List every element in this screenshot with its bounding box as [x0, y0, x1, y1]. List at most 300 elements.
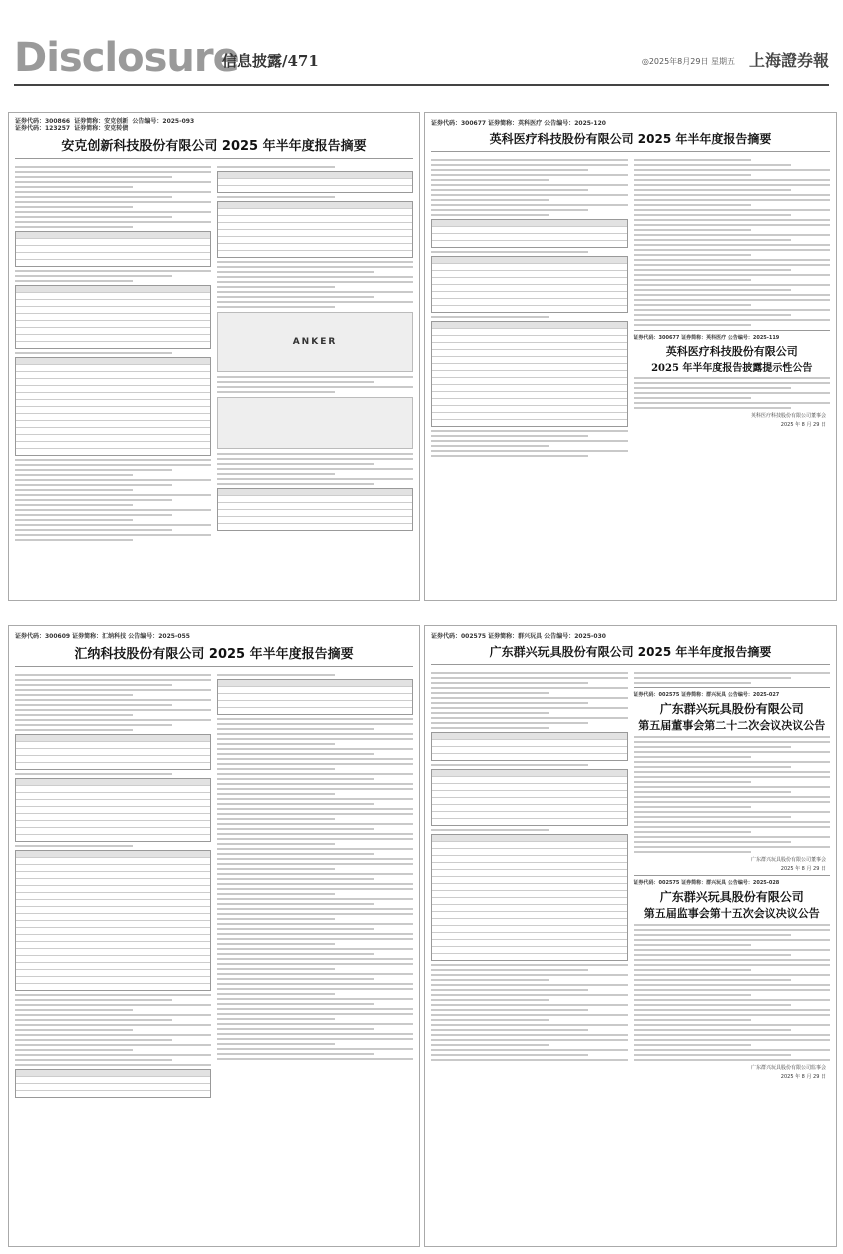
notice-date: 2025 年 8 月 29 日 [780, 1074, 826, 1080]
text-line [634, 259, 831, 261]
stock-code-line: 证券代码：002575 证券简称：群兴玩具 公告编号：2025-030 [431, 633, 606, 640]
text-line [634, 1044, 752, 1046]
table-row [218, 223, 412, 230]
text-line [15, 694, 133, 696]
table-row [218, 244, 412, 251]
text-line [217, 478, 413, 480]
text-line [217, 166, 335, 168]
text-line [431, 707, 628, 709]
text-line [217, 1058, 413, 1060]
text-line [634, 1004, 791, 1006]
table-row [218, 172, 412, 179]
text-line [15, 196, 172, 198]
text-line [634, 1029, 791, 1031]
text-line [217, 993, 335, 995]
table-row [432, 784, 627, 791]
text-line [15, 280, 133, 282]
text-line [634, 944, 752, 946]
data-table [15, 285, 211, 349]
table-row [432, 877, 627, 884]
text-line [217, 913, 413, 915]
text-line [15, 166, 211, 168]
text-line [15, 1034, 211, 1036]
table-row [432, 919, 627, 926]
table-row [16, 749, 210, 756]
text-line [217, 973, 413, 975]
text-line [15, 270, 211, 272]
report-column-right [634, 156, 831, 460]
text-line [431, 1044, 549, 1046]
report-body [425, 152, 836, 464]
report-column-right [634, 669, 831, 1082]
text-line [217, 723, 413, 725]
text-line [634, 939, 831, 941]
text-line [634, 1014, 831, 1016]
text-line [431, 1004, 628, 1006]
table-row [432, 322, 627, 329]
text-line [15, 211, 211, 213]
notice-company: 广东群兴玩具股份有限公司 [659, 890, 804, 904]
notice-box-intco [634, 330, 831, 428]
stock-code-line: 证券代码：300677 证券简称：英科医疗 公告编号：2025-120 [431, 120, 606, 127]
text-line [431, 1019, 549, 1021]
text-line [431, 435, 588, 437]
table-row [218, 708, 412, 714]
text-line [217, 798, 413, 800]
table-row [16, 914, 210, 921]
text-line [634, 851, 752, 853]
text-line [431, 1029, 588, 1031]
table-row [16, 865, 210, 872]
text-line [431, 251, 588, 253]
table-row [432, 870, 627, 877]
text-line [217, 306, 335, 308]
report-panel-intco [424, 112, 837, 601]
table-row [16, 779, 210, 786]
text-line [217, 793, 335, 795]
text-line [15, 1049, 133, 1051]
text-line [15, 773, 172, 775]
table-row [432, 364, 627, 371]
data-table [431, 769, 628, 826]
table-row [432, 819, 627, 825]
report-panel-winner [8, 625, 420, 1247]
table-row [16, 786, 210, 793]
text-line [217, 848, 413, 850]
header-rule [14, 84, 829, 86]
text-line [634, 979, 791, 981]
text-line [217, 878, 374, 880]
text-line [431, 214, 549, 216]
text-line [15, 729, 133, 731]
notice-box-supervisory [634, 875, 831, 1080]
table-row [16, 1084, 210, 1091]
data-table [431, 321, 628, 427]
text-line [217, 296, 374, 298]
report-column-left [431, 669, 628, 1082]
text-line [217, 1043, 335, 1045]
text-line [217, 1023, 413, 1025]
text-line [15, 1039, 172, 1041]
table-row [432, 220, 627, 227]
table-row [16, 851, 210, 858]
text-line [634, 826, 831, 828]
text-line [217, 1018, 335, 1020]
text-line [431, 1014, 628, 1016]
report-body [9, 667, 419, 1105]
text-line [15, 469, 172, 471]
text-line [217, 778, 374, 780]
text-line [431, 1039, 628, 1041]
text-line [431, 455, 588, 457]
text-line [431, 1024, 628, 1026]
notice-code-line: 证券代码：002575 证券简称：群兴玩具 公告编号：2025-028 [633, 880, 780, 886]
text-line [634, 279, 752, 281]
text-line [431, 184, 628, 186]
table-row [16, 379, 210, 386]
text-line [15, 181, 211, 183]
table-row [16, 977, 210, 984]
table-row [432, 420, 627, 426]
text-line [217, 803, 374, 805]
data-table [15, 850, 211, 991]
text-line [431, 727, 549, 729]
table-row [16, 942, 210, 949]
text-line [217, 988, 413, 990]
text-line [634, 741, 831, 743]
text-line [634, 299, 831, 301]
text-line [217, 933, 413, 935]
text-line [634, 801, 831, 803]
notice-date: 2025 年 8 月 29 日 [780, 866, 826, 872]
text-line [634, 964, 831, 966]
text-line [217, 883, 413, 885]
text-line [634, 816, 791, 818]
report-panel-anker [8, 112, 420, 601]
table-row [432, 747, 627, 754]
table-row [432, 357, 627, 364]
table-row [16, 858, 210, 865]
text-line [217, 718, 413, 720]
table-row [16, 893, 210, 900]
text-line [217, 748, 413, 750]
text-line [634, 274, 831, 276]
text-line [634, 239, 791, 241]
text-line [634, 821, 831, 823]
text-line [634, 209, 831, 211]
text-line [217, 923, 413, 925]
text-line [15, 352, 172, 354]
text-line [15, 474, 133, 476]
table-row [16, 928, 210, 935]
table-row [16, 300, 210, 307]
report-column-right [217, 163, 413, 544]
text-line [634, 229, 752, 231]
table-row [16, 386, 210, 393]
text-line [634, 672, 831, 674]
text-line [634, 781, 752, 783]
data-table [217, 201, 413, 258]
text-line [217, 1008, 413, 1010]
data-table [15, 1069, 211, 1098]
product-photo [217, 312, 413, 372]
text-line [431, 712, 549, 714]
text-line [15, 679, 211, 681]
table-row [16, 835, 210, 841]
text-line [217, 978, 374, 980]
text-line [634, 811, 831, 813]
table-row [16, 442, 210, 449]
text-line [634, 766, 791, 768]
text-line [15, 464, 211, 466]
text-line [217, 281, 413, 283]
text-line [634, 392, 831, 394]
text-line [217, 758, 413, 760]
table-row [16, 414, 210, 421]
text-line [217, 743, 335, 745]
table-row [16, 821, 210, 828]
text-line [15, 1024, 211, 1026]
notice-subject: 2025 年半年度报告披露提示性公告 [651, 363, 813, 374]
text-line [634, 796, 831, 798]
text-line [217, 868, 335, 870]
text-line [15, 714, 133, 716]
text-line [217, 483, 374, 485]
table-row [432, 777, 627, 784]
text-line [634, 984, 831, 986]
table-row [16, 970, 210, 977]
data-table [15, 231, 211, 267]
notice-signature: 英科医疗科技股份有限公司董事会 [750, 413, 826, 419]
table-row [432, 856, 627, 863]
table-row [16, 435, 210, 442]
text-line [431, 199, 549, 201]
text-line [634, 994, 752, 996]
text-line [634, 929, 831, 931]
table-row [432, 406, 627, 413]
text-line [634, 682, 752, 684]
table-row [432, 241, 627, 247]
text-line [634, 194, 831, 196]
text-line [431, 1009, 588, 1011]
table-row [16, 800, 210, 807]
text-line [15, 504, 133, 506]
table-row [432, 278, 627, 285]
text-line [431, 692, 549, 694]
text-line [217, 998, 413, 1000]
text-line [431, 164, 628, 166]
table-row [432, 898, 627, 905]
text-line [431, 969, 588, 971]
text-line [15, 1064, 211, 1066]
text-line [217, 738, 413, 740]
text-line [217, 196, 335, 198]
text-line [634, 204, 752, 206]
text-line [15, 724, 172, 726]
text-line [217, 943, 335, 945]
table-row [16, 421, 210, 428]
text-line [634, 999, 831, 1001]
text-line [217, 983, 413, 985]
text-line [431, 1059, 628, 1061]
text-line [634, 244, 831, 246]
section-title: 信息披露 [222, 52, 283, 70]
text-line [15, 709, 211, 711]
text-line [217, 828, 374, 830]
text-line [431, 974, 628, 976]
text-line [217, 853, 374, 855]
table-row [16, 756, 210, 763]
text-line [217, 958, 413, 960]
table-row [218, 503, 412, 510]
text-line [634, 1009, 831, 1011]
issue-date: ◎2025年8月29日 星期五 [641, 57, 735, 66]
notice-signature: 广东群兴玩具股份有限公司董事会 [750, 857, 826, 863]
text-line [634, 1034, 831, 1036]
data-table [431, 732, 628, 761]
report-column-left [431, 156, 628, 460]
text-line [634, 969, 752, 971]
text-line [431, 1034, 628, 1036]
text-line [217, 823, 413, 825]
notice-code-line: 证券代码：300677 证券简称：英科医疗 公告编号：2025-119 [633, 335, 780, 341]
text-line [634, 199, 831, 201]
text-line [217, 903, 374, 905]
text-line [634, 324, 752, 326]
table-row [218, 216, 412, 223]
table-row [432, 849, 627, 856]
text-line [431, 722, 588, 724]
table-row [432, 863, 627, 870]
text-line [217, 291, 413, 293]
table-row [218, 694, 412, 701]
report-title: 安克创新科技股份有限公司 2025 年半年度报告摘要 [15, 132, 413, 159]
data-table [431, 834, 628, 961]
text-line [15, 534, 211, 536]
table-row [218, 524, 412, 530]
text-line [634, 791, 791, 793]
text-line [15, 1029, 133, 1031]
text-line [431, 450, 628, 452]
text-line [217, 733, 413, 735]
text-line [634, 959, 831, 961]
text-line [217, 463, 374, 465]
data-table [15, 357, 211, 456]
table-row [218, 687, 412, 694]
text-line [217, 773, 413, 775]
table-row [218, 517, 412, 524]
text-line [217, 386, 413, 388]
text-line [217, 953, 374, 955]
text-line [217, 728, 374, 730]
table-row [16, 956, 210, 963]
text-line [431, 999, 549, 1001]
brand-logo: ANKER [292, 337, 338, 347]
text-line [431, 764, 588, 766]
table-row [16, 886, 210, 893]
text-line [217, 908, 413, 910]
disclosure-logo: Disclosure [14, 35, 239, 81]
text-line [431, 687, 628, 689]
text-line [634, 382, 831, 384]
text-line [217, 468, 413, 470]
table-row [16, 879, 210, 886]
text-line [217, 898, 413, 900]
text-line [15, 529, 172, 531]
text-line [431, 984, 628, 986]
text-line [634, 786, 831, 788]
notice-subject: 第五届董事会第二十二次会议决议公告 [638, 719, 826, 732]
notice-subject: 第五届监事会第十五次会议决议公告 [643, 907, 820, 920]
text-line [217, 276, 413, 278]
text-line [634, 407, 791, 409]
text-line [15, 176, 172, 178]
text-line [217, 818, 335, 820]
table-row [218, 496, 412, 503]
text-line [634, 174, 752, 176]
text-line [634, 309, 831, 311]
text-line [431, 672, 628, 674]
text-line [634, 314, 791, 316]
table-row [432, 891, 627, 898]
table-row [432, 392, 627, 399]
table-row [432, 754, 627, 760]
report-column-left [15, 671, 211, 1101]
text-line [634, 169, 831, 171]
text-line [15, 684, 172, 686]
table-row [432, 413, 627, 420]
table-row [432, 350, 627, 357]
text-line [634, 924, 831, 926]
text-line [431, 1049, 628, 1051]
table-row [16, 400, 210, 407]
text-line [634, 387, 791, 389]
text-line [217, 873, 413, 875]
text-line [431, 440, 628, 442]
text-line [217, 473, 335, 475]
table-row [218, 510, 412, 517]
text-line [15, 1019, 172, 1021]
table-row [432, 805, 627, 812]
table-row [432, 733, 627, 740]
table-row [432, 378, 627, 385]
table-row [16, 342, 210, 348]
table-row [432, 912, 627, 919]
text-line [217, 674, 335, 676]
text-line [15, 186, 133, 188]
table-row [432, 926, 627, 933]
table-row [218, 179, 412, 186]
table-row [218, 701, 412, 708]
text-line [431, 204, 628, 206]
text-line [15, 524, 211, 526]
table-row [16, 1077, 210, 1084]
notice-signature: 广东群兴玩具股份有限公司监事会 [750, 1065, 826, 1071]
table-row [432, 299, 627, 306]
text-line [634, 164, 791, 166]
text-line [634, 806, 752, 808]
data-table [431, 256, 628, 313]
text-line [217, 763, 413, 765]
notice-company: 广东群兴玩具股份有限公司 [659, 702, 804, 716]
text-line [634, 1019, 752, 1021]
table-row [432, 371, 627, 378]
text-line [634, 184, 831, 186]
data-table [431, 219, 628, 248]
table-row [16, 293, 210, 300]
text-line [15, 704, 172, 706]
data-table [15, 734, 211, 770]
